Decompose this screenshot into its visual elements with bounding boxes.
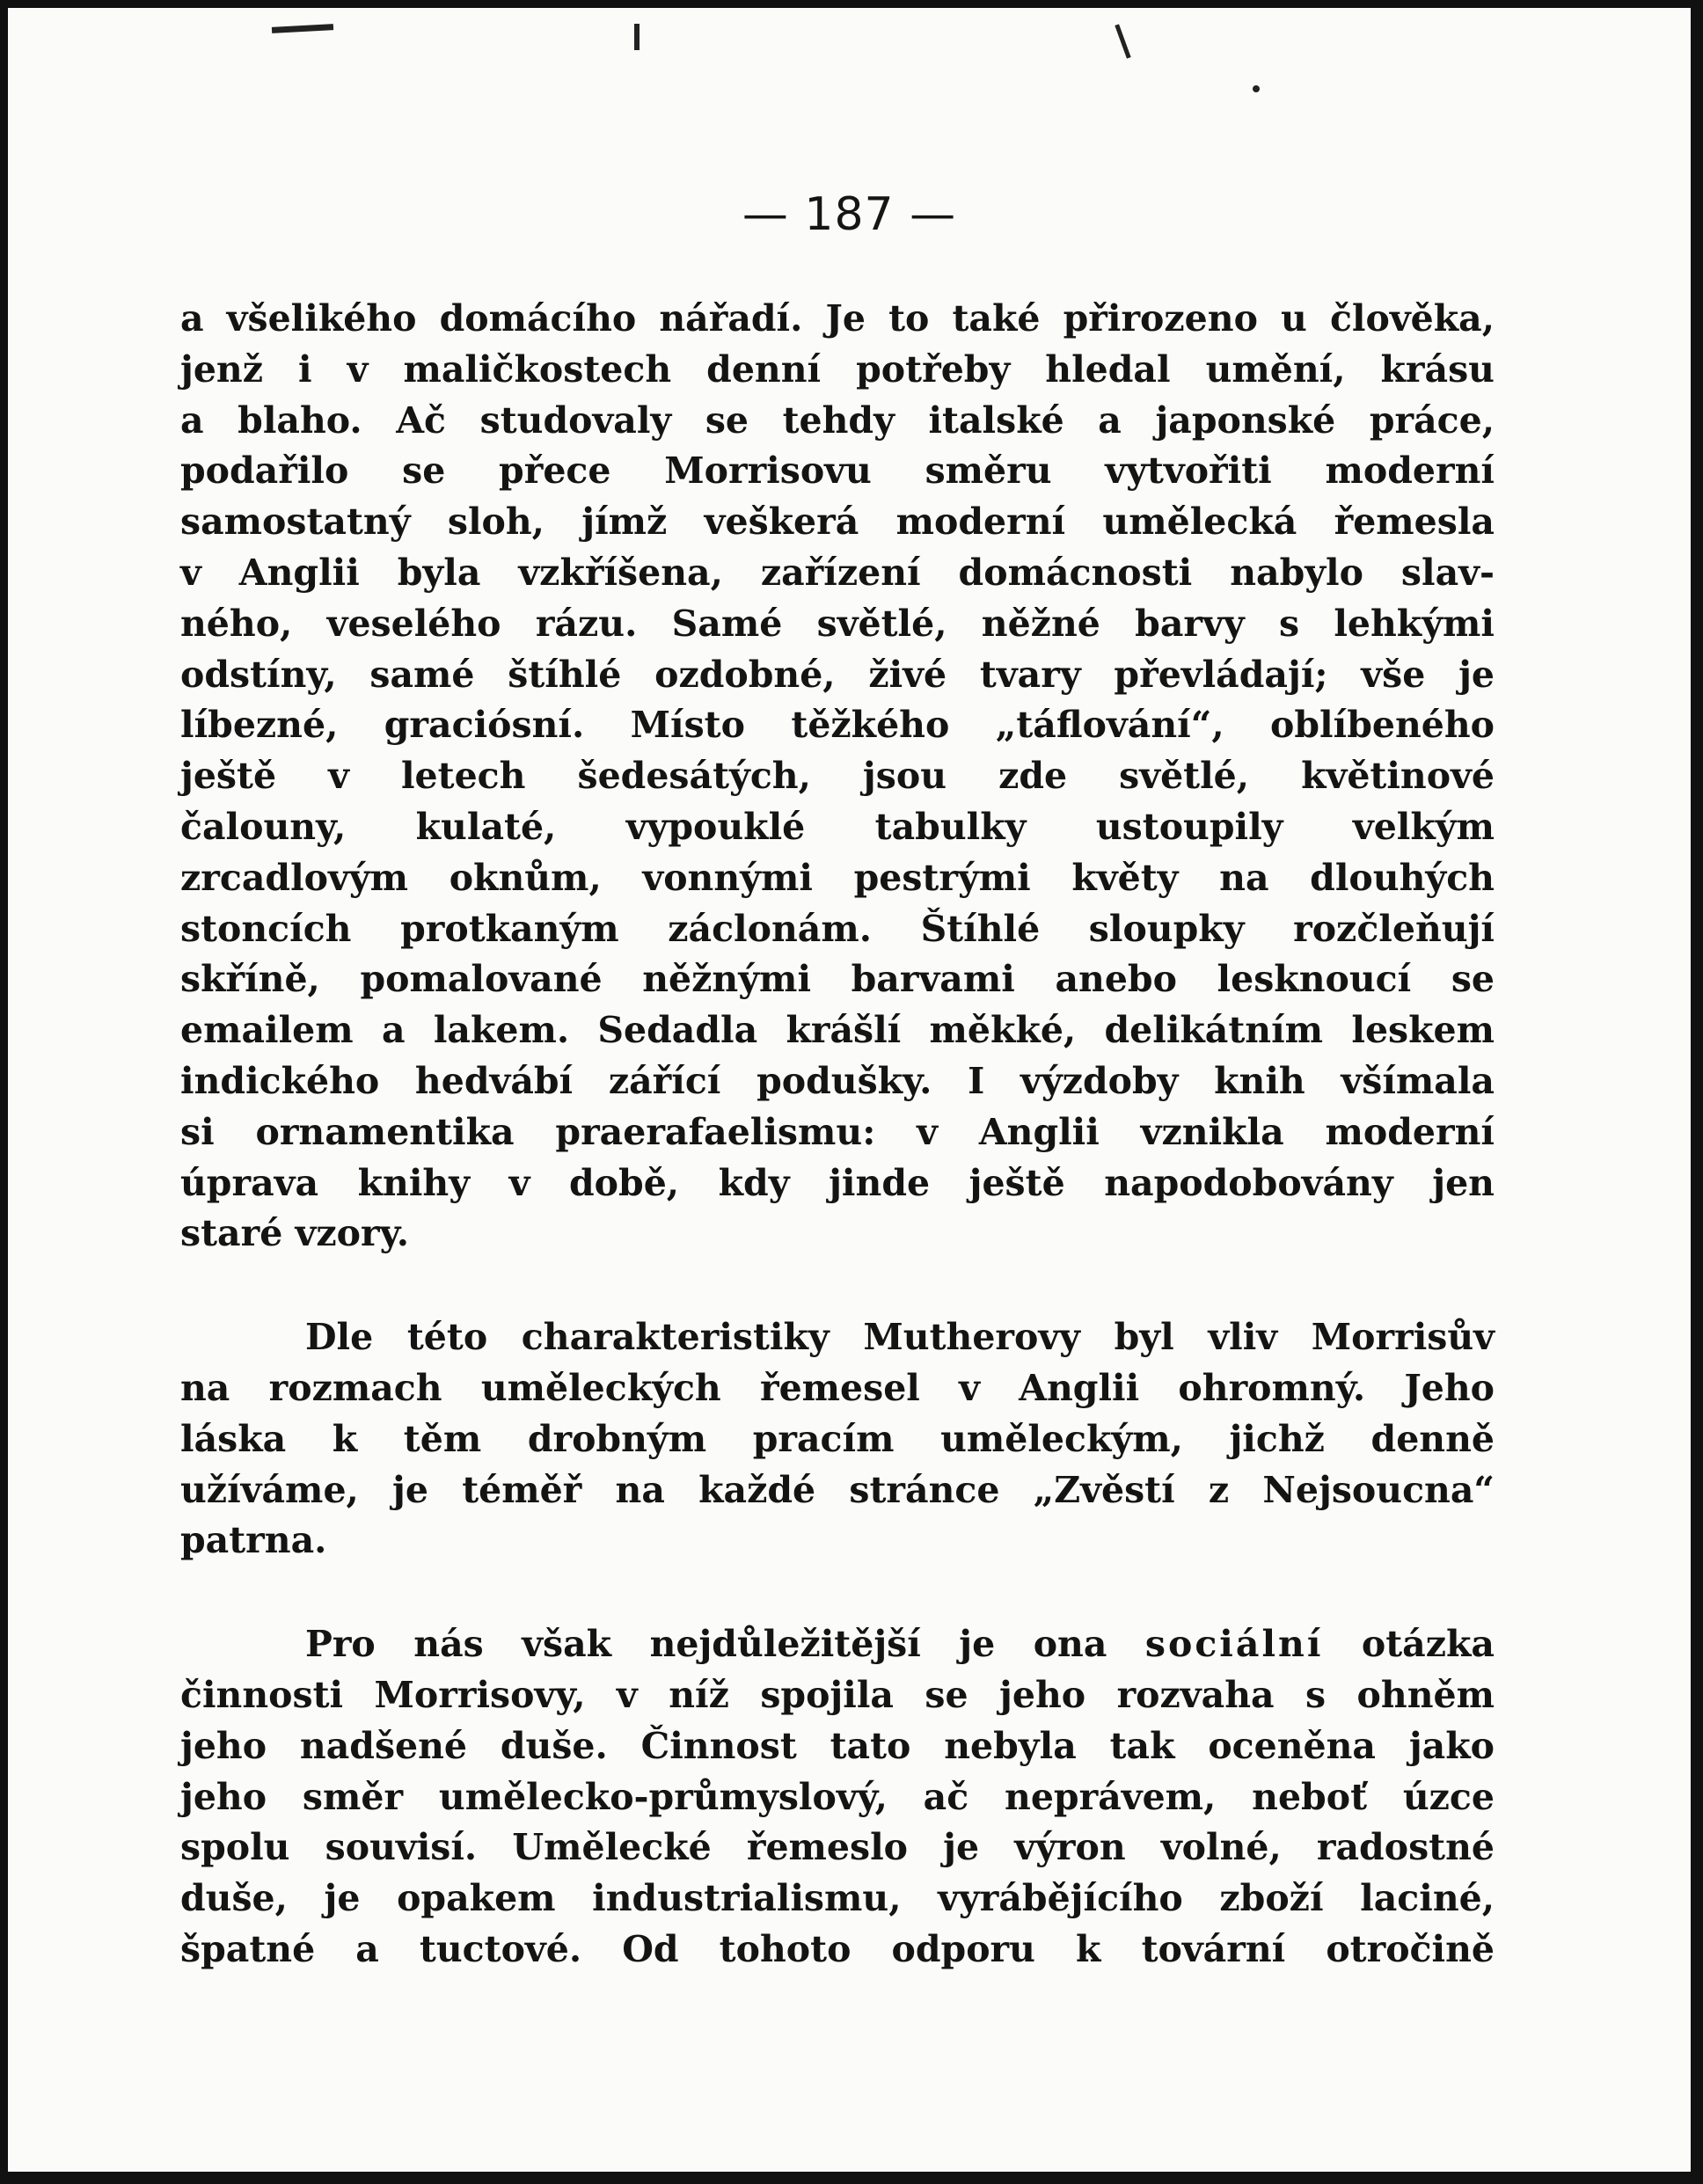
text-line: jeho nadšené duše. Činnost tato nebyla tak oceněna jako [180, 1724, 1495, 1767]
body-text [180, 294, 1495, 1976]
text-line: staré vzory. [180, 1212, 409, 1255]
text-segment: otázka [1323, 1623, 1495, 1666]
text-line: čalouny, kulaté, vypouklé tabulky ustoupily velkým [180, 805, 1495, 848]
scan-artifact [634, 24, 640, 50]
paragraph-gap [180, 1567, 1495, 1619]
scan-artifact [1115, 24, 1130, 58]
scan-artifact [272, 24, 333, 33]
paragraph-gap [180, 1260, 1495, 1312]
text-line: zrcadlovým oknům, vonnými pestrými květy na dlouhých [180, 856, 1495, 899]
text-line: v Anglii byla vzkříšena, zařízení domácnosti nabylo slav- [180, 551, 1495, 594]
text-line: na rozmach uměleckých řemesel v Anglii ohromný. Jeho [180, 1366, 1495, 1409]
text-line: stoncích protkaným záclonám. Štíhlé sloupky rozčleňují [180, 907, 1495, 950]
text-line: jenž i v maličkostech denní potřeby hledal umění, krásu [180, 347, 1495, 391]
text-line: patrna. [180, 1519, 327, 1562]
text-line: podařilo se přece Morrisovu směru vytvořiti moderní [180, 449, 1495, 493]
text-line: skříně, pomalované něžnými barvami anebo lesknoucí se [180, 958, 1495, 1001]
text-segment: Pro nás však nejdůležitější je ona [305, 1623, 1145, 1666]
text-line: úprava knihy v době, kdy jinde ještě napodobovány jen [180, 1161, 1495, 1204]
paragraph [180, 294, 1495, 1260]
text-line [180, 1619, 1495, 1670]
text-line: emailem a lakem. Sedadla krášlí měkké, delikátním leskem [180, 1009, 1495, 1052]
scan-artifact [1253, 85, 1260, 92]
text-line: užíváme, je téměř na každé stránce „Zvěstí z Nejsoucna“ [180, 1468, 1495, 1511]
text-line: špatné a tuctové. Od tohoto odporu k tovární otročině [180, 1927, 1495, 1970]
text-line: duše, je opakem industrialismu, vyrábějícího zboží laciné, [180, 1877, 1495, 1920]
text-line: odstíny, samé štíhlé ozdobné, živé tvary převládají; vše je [180, 653, 1495, 696]
page-number: — 187 — [742, 188, 957, 241]
text-line: indického hedvábí zářící podušky. I výzdoby knih všímala [180, 1059, 1495, 1102]
text-line: činnosti Morrisovy, v níž spojila se jeho rozvaha s ohněm [180, 1673, 1495, 1716]
text-line: samostatný sloh, jímž veškerá moderní umělecká řemesla [180, 500, 1495, 544]
text-line: si ornamentika praerafaelismu: v Anglii vznikla moderní [180, 1110, 1495, 1153]
paragraph [180, 1312, 1495, 1567]
text-line: líbezné, graciósní. Místo těžkého „táflování“, oblíbeného [180, 704, 1495, 747]
text-line: spolu souvisí. Umělecké řemeslo je výron volné, radostné [180, 1826, 1495, 1869]
text-line: jeho směr umělecko-průmyslový, ač neprávem, neboť úzce [180, 1775, 1495, 1818]
text-line: ného, veselého rázu. Samé světlé, něžné barvy s lehkými [180, 602, 1495, 645]
text-line: a blaho. Ač studovaly se tehdy italské a japonské práce, [180, 398, 1495, 442]
text-line: ještě v letech šedesátých, jsou zde světlé, květinové [180, 755, 1495, 798]
emphasized-word: sociální [1144, 1623, 1324, 1666]
text-line: Dle této charakteristiky Mutherovy byl vliv Morrisův [305, 1316, 1495, 1359]
text-line: láska k těm drobným pracím uměleckým, jichž denně [180, 1417, 1495, 1460]
text-line: a všelikého domácího nářadí. Je to také přirozeno u člověka, [180, 297, 1495, 340]
paragraph [180, 1619, 1495, 1976]
